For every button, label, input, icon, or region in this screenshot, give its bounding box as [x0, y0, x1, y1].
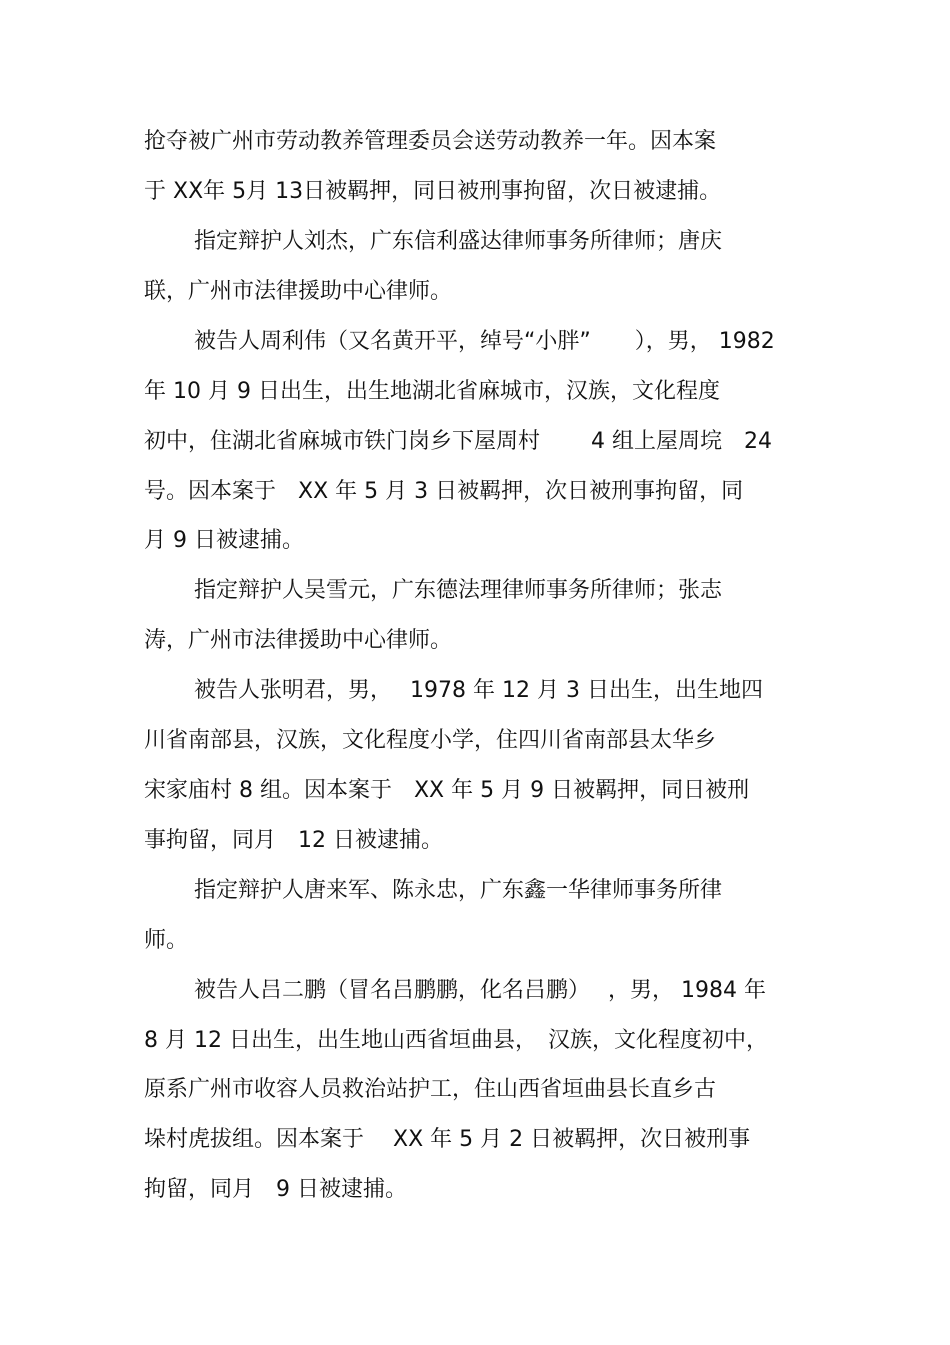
paragraph-start-line: 被告人周利伟（又名黄开平，绰号“小胖” ），男， 1982	[194, 329, 775, 354]
text-line: 拘留，同月 9 日被逮捕。	[144, 1177, 407, 1202]
text-line: 年 10 月 9 日出生，出生地湖北省麻城市，汉族，文化程度	[144, 379, 720, 404]
text-line: 初中，住湖北省麻城市铁门岗乡下屋周村 4 组上屋周垸 24	[144, 429, 772, 454]
text-line: 月 9 日被逮捕。	[144, 528, 304, 553]
text-line: 师。	[144, 928, 189, 953]
text-line: 原系广州市收容人员救治站护工，住山西省垣曲县长直乡古	[144, 1077, 717, 1102]
text-line: 事拘留，同月 12 日被逮捕。	[144, 828, 443, 853]
text-line: 垛村虎拔组。因本案于 XX 年 5 月 2 日被羁押，次日被刑事	[144, 1127, 751, 1152]
paragraph-start-line: 被告人张明君，男， 1978 年 12 月 3 日出生，出生地四	[194, 678, 763, 703]
paragraph-start-line: 被告人吕二鹏（冒名吕鹏鹏，化名吕鹏） ，男， 1984 年	[194, 978, 766, 1003]
text-line: 川省南部县，汉族，文化程度小学，住四川省南部县太华乡	[144, 728, 717, 753]
paragraph-start-line: 指定辩护人刘杰，广东信利盛达律师事务所律师；唐庆	[194, 229, 723, 254]
text-line: 宋家庙村 8 组。因本案于 XX 年 5 月 9 日被羁押，同日被刑	[144, 778, 750, 803]
text-line: 联，广州市法律援助中心律师。	[144, 279, 453, 304]
text-line: 涛，广州市法律援助中心律师。	[144, 628, 453, 653]
text-line: 8 月 12 日出生，出生地山西省垣曲县， 汉族，文化程度初中，	[144, 1028, 768, 1053]
text-line: 抢夺被广州市劳动教养管理委员会送劳动教养一年。因本案	[144, 129, 717, 154]
paragraph-start-line: 指定辩护人唐来军、陈永忠，广东鑫一华律师事务所律	[194, 878, 723, 903]
text-line: 号。因本案于 XX 年 5 月 3 日被羁押，次日被刑事拘留，同	[144, 479, 744, 504]
paragraph-start-line: 指定辩护人吴雪元，广东德法理律师事务所律师；张志	[194, 578, 723, 603]
text-line: 于 XX年 5月 13日被羁押，同日被刑事拘留，次日被逮捕。	[144, 179, 722, 204]
